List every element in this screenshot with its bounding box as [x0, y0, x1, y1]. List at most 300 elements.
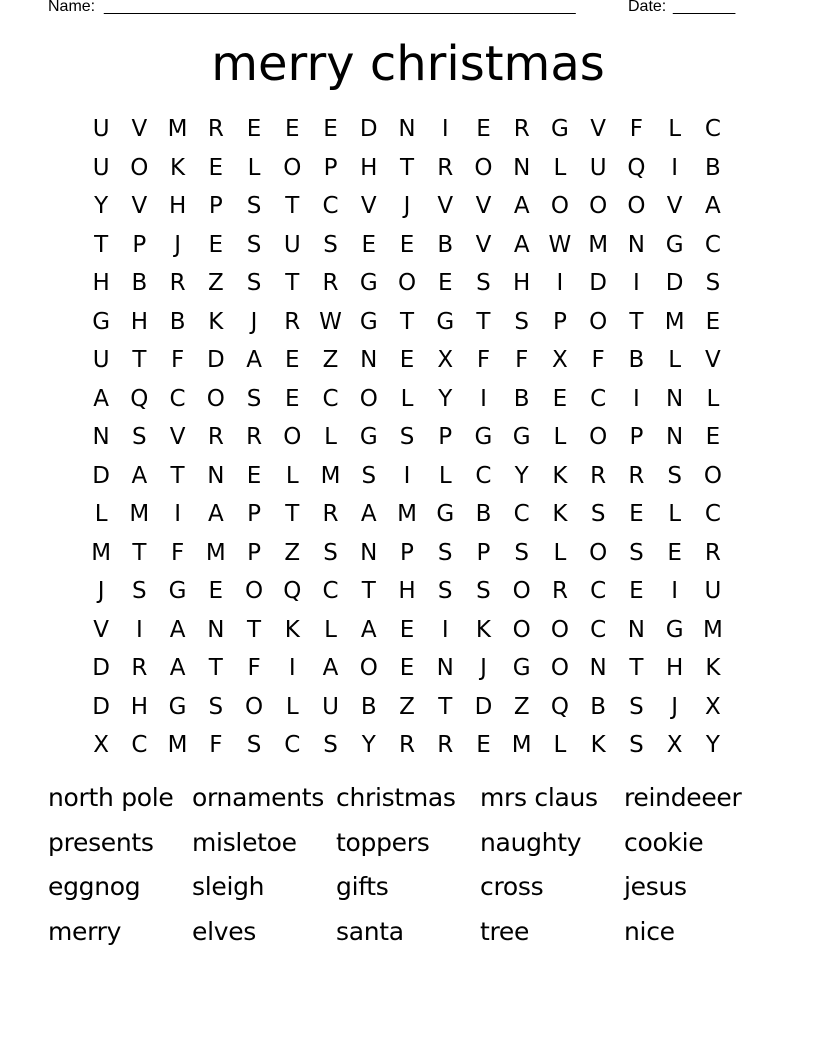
grid-letter: C: [169, 385, 186, 412]
grid-letter: D: [92, 462, 110, 489]
grid-letter: E: [705, 308, 721, 335]
grid-letter: Z: [284, 539, 301, 566]
grid-letter: N: [398, 116, 416, 143]
grid-letter: D: [474, 693, 493, 720]
grid-letter: T: [438, 693, 453, 720]
grid-letter: D: [92, 655, 110, 682]
grid-letter: E: [705, 424, 721, 451]
grid-letter: G: [168, 578, 187, 605]
grid-letter: F: [629, 116, 644, 143]
grid-letter: D: [665, 270, 684, 297]
grid-letter: A: [93, 385, 109, 412]
grid-letter: S: [629, 732, 644, 759]
grid-letter: W: [548, 231, 572, 258]
grid-letter: T: [361, 578, 376, 605]
grid-letter: H: [130, 308, 148, 335]
grid-letter: P: [132, 231, 147, 258]
grid-letter: J: [174, 231, 181, 258]
grid-letter: N: [207, 462, 225, 489]
grid-letter: L: [438, 462, 452, 489]
grid-letter: M: [588, 231, 609, 258]
word-bank-item: gifts: [336, 872, 389, 901]
grid-letter: E: [208, 231, 224, 258]
grid-letter: R: [169, 270, 186, 297]
grid-letter: P: [208, 193, 223, 220]
grid-letter: D: [206, 347, 225, 374]
grid-letter: O: [550, 655, 569, 682]
grid-letter: C: [513, 501, 530, 528]
grid-letter: P: [247, 539, 261, 566]
grid-letter: O: [550, 193, 569, 220]
grid-letter: L: [668, 347, 682, 374]
grid-letter: C: [704, 116, 721, 143]
grid-letter: N: [207, 616, 225, 643]
grid-letter: B: [437, 231, 454, 258]
grid-letter: R: [551, 578, 568, 605]
grid-letter: H: [92, 270, 110, 297]
grid-letter: K: [284, 616, 300, 643]
grid-letter: H: [130, 693, 148, 720]
grid-letter: V: [590, 116, 607, 143]
grid-letter: R: [437, 154, 454, 181]
grid-letter: B: [628, 347, 645, 374]
grid-letter: O: [589, 424, 608, 451]
grid-letter: I: [403, 462, 411, 489]
grid-letter: O: [397, 270, 417, 297]
grid-letter: P: [476, 539, 491, 566]
puzzle-title: merry christmas: [211, 36, 605, 92]
grid-letter: X: [552, 347, 568, 374]
grid-letter: L: [553, 539, 567, 566]
grid-letter: T: [170, 462, 185, 489]
grid-letter: X: [704, 693, 721, 720]
grid-row: [82, 187, 732, 226]
word-bank-item: tree: [480, 916, 530, 946]
grid-letter: Y: [514, 462, 529, 489]
grid-letter: H: [360, 154, 378, 181]
grid-row: [82, 264, 732, 303]
grid-letter: C: [704, 501, 721, 528]
grid-letter: T: [476, 308, 491, 335]
grid-letter: B: [475, 501, 492, 528]
grid-letter: T: [399, 308, 415, 335]
grid-letter: O: [283, 424, 302, 451]
grid-letter: R: [246, 424, 263, 451]
grid-letter: N: [360, 539, 378, 566]
grid-letter: N: [627, 231, 645, 258]
grid-letter: V: [131, 116, 148, 143]
grid-letter: O: [206, 385, 225, 412]
grid-letter: L: [706, 385, 720, 412]
grid-letter: Y: [94, 193, 109, 220]
grid-row: [82, 418, 732, 457]
word-bank-item: christmas: [336, 783, 456, 812]
grid-letter: X: [666, 732, 683, 759]
grid-letter: H: [665, 655, 684, 682]
grid-letter: A: [169, 616, 186, 643]
word-bank-item: north pole: [48, 783, 174, 812]
grid-letter: F: [209, 732, 223, 759]
grid-letter: B: [704, 154, 721, 181]
grid-letter: S: [246, 193, 262, 220]
grid-letter: I: [633, 385, 640, 412]
grid-letter: O: [703, 462, 722, 489]
grid-letter: V: [169, 424, 186, 451]
grid-letter: P: [400, 539, 414, 566]
grid-letter: Q: [550, 693, 569, 720]
grid-letter: V: [131, 193, 148, 220]
grid-letter: E: [552, 385, 568, 412]
grid-letter: B: [131, 270, 148, 297]
grid-letter: O: [512, 578, 531, 605]
grid-letter: E: [285, 385, 300, 412]
grid-letter: C: [322, 578, 339, 605]
grid-letter: O: [589, 539, 608, 566]
grid-letter: S: [629, 539, 644, 566]
grid-letter: O: [283, 154, 302, 181]
grid-letter: S: [132, 578, 147, 605]
grid-letter: H: [168, 193, 187, 220]
grid-letter: S: [437, 539, 453, 566]
grid-letter: R: [628, 462, 645, 489]
grid-letter: R: [513, 116, 530, 143]
grid-letter: B: [169, 308, 186, 335]
date-label: Date:: [628, 0, 667, 15]
grid-letter: E: [285, 116, 300, 143]
grid-letter: G: [512, 655, 531, 682]
grid-letter: J: [97, 578, 105, 605]
word-bank-item: presents: [48, 827, 154, 857]
grid-letter: L: [668, 116, 682, 143]
word-bank-item: merry: [48, 916, 122, 946]
grid-letter: U: [92, 154, 110, 181]
grid-letter: G: [512, 424, 531, 451]
grid-letter: T: [399, 154, 415, 181]
grid-letter: D: [359, 116, 378, 143]
grid-letter: U: [704, 578, 722, 605]
grid-letter: V: [475, 231, 492, 258]
grid-letter: P: [552, 308, 567, 335]
word-bank-item: reindeeer: [624, 783, 742, 812]
grid-letter: U: [322, 693, 339, 720]
grid-letter: M: [167, 116, 188, 143]
grid-letter: O: [359, 655, 378, 682]
grid-letter: Z: [513, 693, 530, 720]
grid-letter: Y: [705, 732, 720, 759]
grid-letter: L: [553, 732, 567, 759]
name-blank-line: _____________________________________________________: [104, 0, 576, 15]
grid-letter: U: [92, 116, 110, 143]
grid-letter: S: [246, 270, 262, 297]
grid-letter: G: [168, 693, 187, 720]
grid-letter: U: [283, 231, 301, 258]
grid-letter: N: [589, 655, 607, 682]
grid-letter: T: [285, 193, 300, 220]
grid-letter: L: [324, 424, 337, 451]
grid-letter: J: [480, 655, 487, 682]
grid-letter: O: [245, 693, 264, 720]
grid-letter: I: [480, 385, 487, 412]
grid-letter: A: [705, 193, 721, 220]
grid-letter: N: [92, 424, 110, 451]
grid-letter: M: [167, 732, 188, 759]
grid-letter: K: [705, 655, 721, 682]
grid-letter: S: [323, 539, 338, 566]
grid-letter: G: [359, 270, 378, 297]
grid-letter: T: [208, 655, 223, 682]
grid-letter: S: [132, 424, 147, 451]
grid-letter: I: [671, 154, 679, 181]
grid-letter: V: [93, 616, 109, 643]
grid-row: [82, 149, 732, 188]
grid-row: [82, 611, 732, 650]
grid-letter: S: [361, 462, 377, 489]
grid-letter: N: [513, 154, 531, 181]
grid-letter: B: [360, 693, 377, 720]
grid-letter: L: [247, 154, 261, 181]
grid-letter: E: [208, 154, 224, 181]
word-bank-item: misletoe: [192, 827, 297, 857]
grid-letter: V: [705, 347, 721, 374]
grid-letter: S: [705, 270, 721, 297]
grid-letter: G: [436, 308, 455, 335]
grid-letter: T: [285, 270, 300, 297]
grid-letter: G: [551, 116, 569, 143]
grid-letter: O: [130, 154, 149, 181]
grid-letter: E: [246, 462, 262, 489]
grid-letter: L: [94, 501, 108, 528]
grid-letter: K: [590, 732, 606, 759]
word-bank: [48, 778, 768, 956]
grid-letter: A: [207, 501, 224, 528]
grid-letter: T: [629, 308, 644, 335]
grid-letter: C: [322, 193, 339, 220]
grid-letter: J: [671, 693, 679, 720]
grid-letter: K: [552, 501, 568, 528]
grid-letter: A: [513, 231, 530, 258]
grid-letter: A: [360, 501, 377, 528]
grid-letter: F: [170, 347, 185, 374]
grid-letter: F: [476, 347, 491, 374]
grid-row: [82, 226, 732, 265]
grid-letter: E: [437, 270, 453, 297]
grid-letter: F: [247, 655, 261, 682]
grid-letter: S: [476, 270, 491, 297]
grid-letter: S: [246, 231, 262, 258]
grid-letter: H: [513, 270, 531, 297]
letter-grid: [82, 110, 732, 765]
grid-letter: G: [436, 501, 455, 528]
grid-row: [82, 457, 732, 496]
grid-letter: P: [438, 424, 453, 451]
grid-letter: E: [361, 231, 377, 258]
grid-letter: J: [403, 193, 411, 220]
grid-letter: L: [285, 462, 299, 489]
grid-letter: Y: [438, 385, 453, 412]
grid-letter: S: [514, 539, 529, 566]
grid-letter: P: [247, 501, 261, 528]
grid-letter: Q: [627, 154, 646, 181]
grid-letter: R: [437, 732, 454, 759]
grid-letter: L: [668, 501, 682, 528]
grid-letter: I: [441, 616, 449, 643]
grid-letter: I: [288, 655, 296, 682]
grid-letter: N: [627, 616, 645, 643]
grid-row: [82, 534, 732, 573]
grid-letter: R: [131, 655, 148, 682]
grid-letter: L: [285, 693, 299, 720]
grid-letter: R: [322, 501, 339, 528]
grid-letter: G: [92, 308, 111, 335]
grid-letter: I: [135, 616, 143, 643]
grid-letter: P: [629, 424, 644, 451]
grid-letter: N: [666, 424, 684, 451]
grid-letter: F: [170, 539, 185, 566]
grid-letter: R: [284, 308, 301, 335]
grid-letter: L: [324, 616, 337, 643]
grid-letter: S: [514, 308, 529, 335]
grid-letter: S: [590, 501, 606, 528]
word-bank-item: cookie: [624, 827, 704, 857]
grid-letter: R: [704, 539, 721, 566]
grid-letter: D: [589, 270, 608, 297]
grid-letter: E: [399, 616, 415, 643]
grid-letter: C: [131, 732, 148, 759]
grid-letter: M: [511, 732, 532, 759]
grid-row: [82, 726, 732, 765]
grid-row: [82, 110, 732, 149]
grid-letter: E: [399, 655, 415, 682]
grid-letter: T: [247, 616, 262, 643]
grid-letter: O: [589, 308, 608, 335]
grid-letter: M: [320, 462, 341, 489]
grid-letter: S: [629, 693, 644, 720]
grid-letter: N: [436, 655, 454, 682]
grid-letter: G: [359, 424, 378, 451]
grid-letter: G: [665, 616, 684, 643]
grid-letter: Z: [322, 347, 339, 374]
grid-letter: M: [205, 539, 226, 566]
grid-letter: O: [512, 616, 531, 643]
grid-letter: C: [704, 231, 721, 258]
grid-letter: O: [359, 385, 378, 412]
word-bank-item: naughty: [480, 827, 582, 857]
grid-letter: V: [666, 193, 683, 220]
grid-letter: O: [589, 193, 608, 220]
grid-row: [82, 649, 732, 688]
grid-letter: T: [94, 231, 109, 258]
grid-letter: C: [284, 732, 301, 759]
grid-letter: M: [129, 501, 150, 528]
grid-letter: K: [475, 616, 491, 643]
grid-letter: C: [475, 462, 492, 489]
grid-letter: U: [589, 154, 607, 181]
grid-letter: R: [207, 116, 224, 143]
word-bank-item: mrs claus: [480, 783, 598, 812]
grid-letter: F: [515, 347, 529, 374]
grid-letter: B: [590, 693, 607, 720]
grid-letter: L: [400, 385, 414, 412]
grid-letter: E: [246, 116, 262, 143]
grid-letter: V: [360, 193, 377, 220]
grid-letter: K: [170, 154, 186, 181]
grid-letter: E: [667, 539, 682, 566]
date-blank-line: _______: [673, 0, 736, 15]
grid-row: [82, 303, 732, 342]
grid-letter: J: [250, 308, 258, 335]
grid-letter: H: [398, 578, 416, 605]
grid-letter: N: [360, 347, 378, 374]
grid-letter: R: [399, 732, 415, 759]
grid-letter: X: [437, 347, 454, 374]
grid-letter: C: [322, 385, 339, 412]
grid-row: [82, 688, 732, 727]
grid-letter: N: [666, 385, 684, 412]
grid-letter: P: [323, 154, 338, 181]
grid-letter: E: [285, 347, 300, 374]
grid-letter: I: [556, 270, 564, 297]
grid-letter: Z: [207, 270, 224, 297]
grid-letter: A: [322, 655, 339, 682]
grid-letter: O: [627, 193, 646, 220]
grid-letter: K: [552, 462, 568, 489]
grid-letter: E: [399, 231, 415, 258]
grid-letter: Z: [399, 693, 415, 720]
grid-letter: G: [474, 424, 493, 451]
grid-letter: T: [285, 501, 300, 528]
grid-letter: X: [93, 732, 109, 759]
grid-letter: I: [671, 578, 679, 605]
worksheet-header: [48, 0, 748, 18]
grid-letter: C: [590, 616, 607, 643]
grid-letter: E: [629, 501, 644, 528]
grid-letter: R: [207, 424, 224, 451]
grid-letter: O: [245, 578, 264, 605]
grid-letter: B: [513, 385, 530, 412]
grid-letter: M: [397, 501, 417, 528]
grid-letter: S: [246, 385, 262, 412]
grid-letter: W: [319, 308, 342, 335]
grid-letter: E: [476, 116, 491, 143]
grid-letter: L: [553, 154, 567, 181]
word-bank-item: nice: [624, 916, 675, 946]
grid-letter: M: [91, 539, 112, 566]
grid-letter: A: [360, 616, 377, 643]
grid-row: [82, 380, 732, 419]
grid-letter: V: [437, 193, 454, 220]
grid-letter: R: [322, 270, 339, 297]
grid-letter: E: [323, 116, 338, 143]
grid-letter: S: [399, 424, 415, 451]
word-bank-item: santa: [336, 916, 404, 946]
word-bank-item: jesus: [624, 872, 687, 901]
grid-letter: G: [665, 231, 684, 258]
grid-letter: T: [132, 347, 147, 374]
word-bank-item: sleigh: [192, 872, 265, 901]
word-bank-item: eggnog: [48, 872, 141, 901]
grid-letter: E: [476, 732, 491, 759]
grid-letter: I: [441, 116, 449, 143]
grid-letter: A: [169, 655, 186, 682]
grid-letter: S: [437, 578, 453, 605]
grid-letter: A: [246, 347, 262, 374]
grid-letter: D: [92, 693, 110, 720]
grid-letter: O: [474, 154, 493, 181]
grid-letter: T: [629, 655, 644, 682]
grid-letter: Q: [283, 578, 302, 605]
grid-letter: C: [590, 578, 607, 605]
grid-row: [82, 572, 732, 611]
